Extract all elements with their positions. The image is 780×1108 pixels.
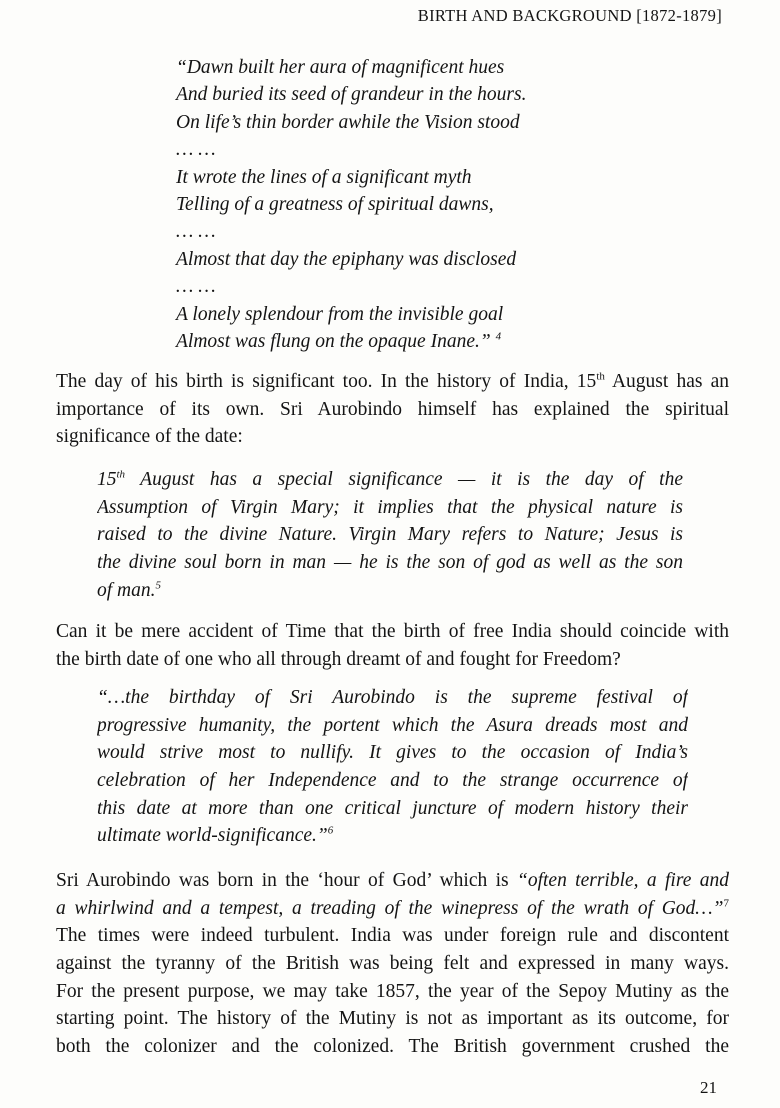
text-line: the divine soul born in man — he is the son of god as well as the son [97, 552, 683, 574]
text-run: The day of his birth is significant too. In the history of India, 15 [56, 371, 597, 392]
text-line: Almost that day the epiphany was disclosed [176, 248, 517, 270]
italic-run: a whirlwind and a tempest, a treading of the winepress of the wrath of God…” [56, 897, 724, 919]
paragraph-free-india [56, 618, 729, 673]
text-line: significance of the date: [56, 426, 243, 448]
text-line: Telling of a greatness of spiritual dawns, [176, 193, 494, 215]
running-header: BIRTH AND BACKGROUND [1872-1879] [417, 6, 722, 25]
superscript: th [596, 370, 605, 383]
page-number: 21 [700, 1078, 717, 1097]
text-line: … … [176, 139, 216, 161]
text-line [56, 867, 729, 895]
superscript: 7 [723, 897, 729, 910]
quote-assumption [97, 466, 683, 604]
text-line: “Dawn built her aura of magnificent hues [176, 57, 505, 78]
paragraph-birth-date [56, 368, 729, 451]
text-line: celebration of her Independence and to the strange occurrence of [97, 770, 688, 792]
text-run: August has an [604, 371, 729, 392]
text-line: On life’s thin border awhile the Vision stood [176, 111, 520, 133]
text-line [97, 822, 688, 850]
text-line [97, 466, 683, 494]
text-line: The times were indeed turbulent. India was under foreign rule and discontent [56, 925, 729, 947]
text-line [56, 895, 729, 923]
text-line: both the colonizer and the colonized. The British government crushed the [56, 1036, 729, 1058]
text-line: against the tyranny of the British was being felt and expressed in many ways. [56, 953, 729, 975]
text-line: progressive humanity, the portent which the Asura dreads most and [97, 714, 688, 736]
text-line: “…the birthday of Sri Aurobindo is the supreme festival of [97, 687, 688, 708]
text-line: starting point. The history of the Mutiny is not as important as its outcome, for [56, 1008, 729, 1030]
text-run: Almost was flung on the opaque Inane.” [176, 330, 496, 352]
superscript: th [116, 468, 126, 481]
paragraph-hour-of-god [56, 867, 729, 1061]
text-run: Sri Aurobindo was born in the ‘hour of God’ which is [56, 870, 517, 891]
text-line: Assumption of Virgin Mary; it implies that the physical nature is [97, 496, 683, 518]
text-line: … … [176, 276, 216, 298]
text-line: … … [176, 221, 216, 243]
quote-birthday-festival [97, 684, 688, 850]
text-line [97, 577, 683, 605]
text-run: of man. [97, 579, 156, 601]
italic-run: “often terrible, a fire and [516, 870, 729, 891]
text-run: August has a special significance — it is the day of the [125, 469, 683, 490]
text-line: would strive most to nullify. It gives to the occasion of India’s [97, 742, 688, 764]
text-line: importance of its own. Sri Aurobindo himself has explained the spiritual [56, 398, 729, 420]
poem-epigraph [176, 54, 596, 355]
text-line: It wrote the lines of a significant myth [176, 166, 472, 188]
superscript: 6 [327, 824, 334, 837]
text-line: And buried its seed of grandeur in the hours. [176, 84, 527, 106]
superscript: 4 [495, 330, 502, 343]
text-run: ultimate world-significance.” [97, 825, 328, 847]
text-line: raised to the divine Nature. Virgin Mary refers to Nature; Jesus is [97, 524, 683, 546]
text-line: Can it be mere accident of Time that the birth of free India should coincide with [56, 621, 729, 642]
text-line [176, 328, 596, 355]
superscript: 5 [155, 579, 161, 592]
text-line: the birth date of one who all through dreamt of and fought for Freedom? [56, 648, 621, 670]
text-run: 15 [97, 469, 117, 490]
text-line: this date at more than one critical juncture of modern history their [97, 797, 688, 819]
text-line: For the present purpose, we may take 1857, the year of the Sepoy Mutiny as the [56, 980, 729, 1002]
text-line [56, 368, 729, 396]
text-line: A lonely splendour from the invisible goal [176, 303, 504, 325]
